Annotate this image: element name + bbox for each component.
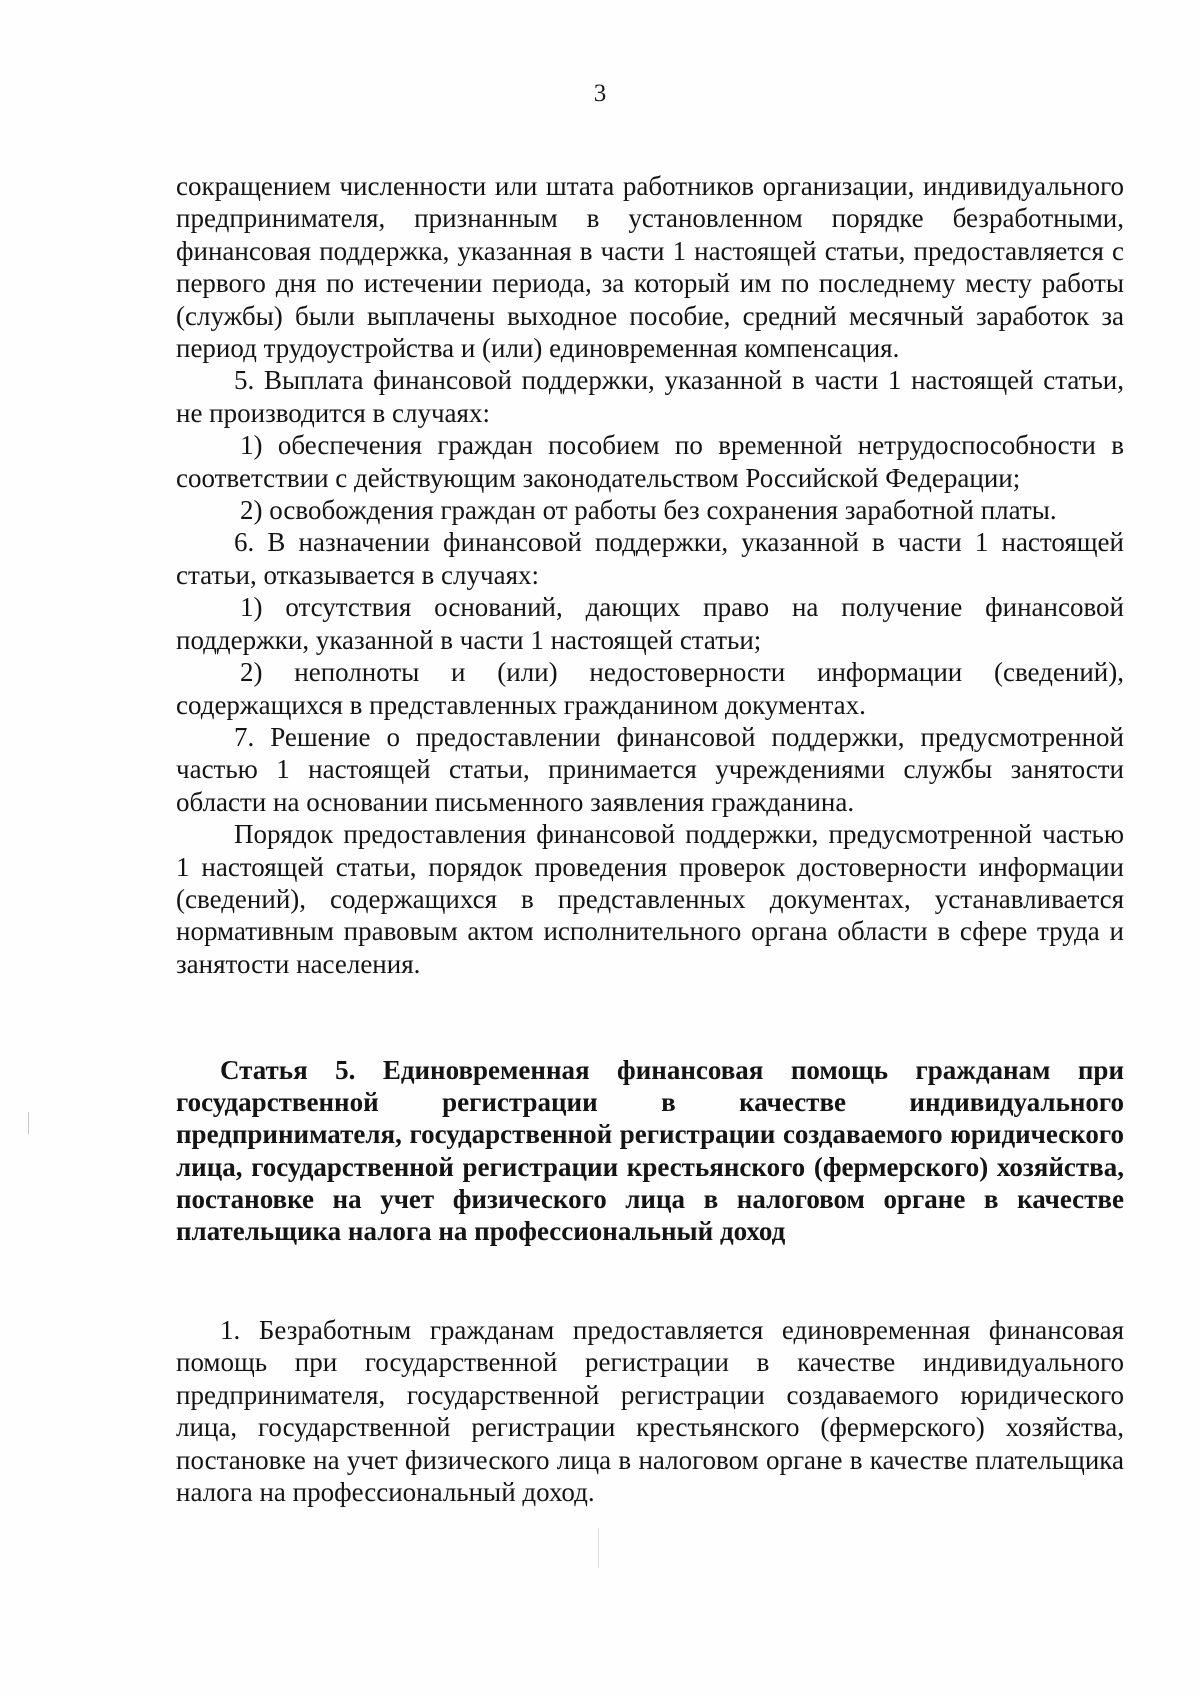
paragraph-procedure: Порядок предоставления финансовой поддержки, предусмотренной частью 1 настоящей статьи, порядок проведения проверок достоверности информации (сведений), содержащихся в представленных документах, устанавливается нормативным правовым актом исполнительного органа области в сфере труда и занятости населения. xyxy=(176,819,1124,979)
paragraph-continuation: сокращением численности или штата работников организации, индивидуального предпринимателя, признанным в установленном порядке безработными, финансовая поддержка, указанная в части 1 настоящей статьи, предоставляется с первого дня по истечении периода, за который им по последнему месту работы (службы) были выплачены выходное пособие, средний месячный заработок за период трудоустройства и (или) единовременная компенсация. xyxy=(176,171,1124,364)
paragraph-point-6-1: 1) отсутствия оснований, дающих право на получение финансовой поддержки, указанной в части 1 настоящей статьи; xyxy=(176,592,1124,655)
paragraph-point-5-1: 1) обеспечения граждан пособием по временной нетрудоспособности в соответствии с действующим законодательством Российской Федерации; xyxy=(176,430,1124,493)
article-paragraph-1: 1. Безработным гражданам предоставляется единовременная финансовая помощь при государственной регистрации в качестве индивидуального предпринимателя, государственной регистрации создаваемого юридического лица, государственной регистрации крестьянского (фермерского) хозяйства, постановке на учет физического лица в налоговом органе в качестве плательщика налога на профессиональный доход. xyxy=(176,1315,1124,1508)
paragraph-point-5: 5. Выплата финансовой поддержки, указанной в части 1 настоящей статьи, не производится в случаях: xyxy=(176,365,1124,428)
paragraph-point-6-2: 2) неполноты и (или) недостоверности информации (сведений), содержащихся в представленных гражданином документах. xyxy=(176,657,1124,720)
paragraph-point-6: 6. В назначении финансовой поддержки, указанной в части 1 настоящей статьи, отказывается в случаях: xyxy=(176,527,1124,590)
paragraph-point-7: 7. Решение о предоставлении финансовой поддержки, предусмотренной частью 1 настоящей статьи, принимается учреждениями службы занятости области на основании письменного заявления гражданина. xyxy=(176,721,1124,817)
article-heading: Статья 5. Единовременная финансовая помощь гражданам при государственной регистрации в качестве индивидуального предпринимателя, государственной регистрации создаваемого юридического лица, государственной регистрации крестьянского (фермерского) хозяйства, постановке на учет физического лица в налоговом органе в качестве плательщика налога на профессиональный доход xyxy=(176,1055,1124,1247)
body-text xyxy=(176,170,1124,980)
paragraph-point-5-2: 2) освобождения граждан от работы без сохранения заработной платы. xyxy=(240,495,1057,526)
page-number: 3 xyxy=(593,80,607,107)
scan-artifact xyxy=(28,1112,29,1134)
scan-artifact xyxy=(598,1528,599,1568)
